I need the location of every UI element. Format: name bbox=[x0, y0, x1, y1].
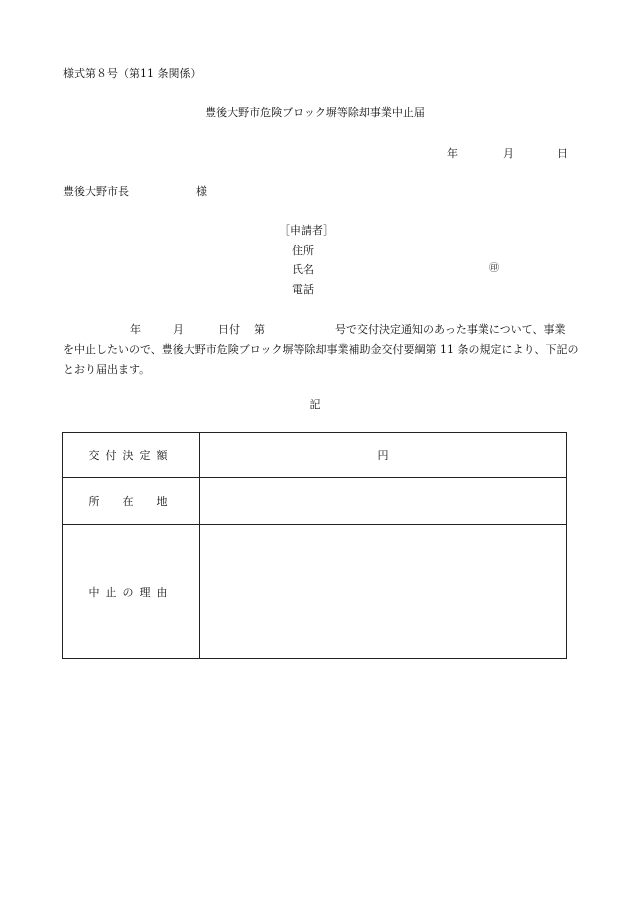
date-day-label: 日 bbox=[557, 147, 568, 160]
seal-mark: ㊞ bbox=[489, 263, 499, 274]
grant-amount-field[interactable]: 円 bbox=[200, 433, 567, 478]
applicant-heading: ［申請者］ bbox=[279, 224, 334, 237]
body-year: 年 bbox=[130, 323, 141, 336]
date-month-label: 月 bbox=[503, 147, 514, 160]
ki-heading: 記 bbox=[309, 398, 321, 411]
body-line-2: を中止したいので、豊後大野市危険ブロック塀等除却事業補助金交付要綱第 11 条の規定により、下記の bbox=[63, 343, 579, 356]
body-line1-tail: 号で交付決定通知のあった事業について、事業 bbox=[335, 323, 566, 336]
address-label: 住所 bbox=[292, 244, 314, 257]
details-table bbox=[62, 432, 567, 659]
location-field[interactable] bbox=[200, 478, 567, 525]
document-title: 豊後大野市危険ブロック塀等除却事業中止届 bbox=[205, 106, 425, 119]
table-row bbox=[63, 433, 567, 478]
date-year-label: 年 bbox=[447, 147, 458, 160]
form-number: 様式第８号（第11 条関係） bbox=[63, 67, 202, 80]
body-line-3: とおり届出ます。 bbox=[63, 363, 151, 376]
body-line-1 bbox=[63, 320, 568, 340]
location-label: 所 在 地 bbox=[63, 478, 200, 525]
body-month: 月 bbox=[173, 323, 184, 336]
reason-field[interactable] bbox=[200, 525, 567, 659]
phone-label: 電話 bbox=[292, 283, 314, 296]
notice-body bbox=[63, 320, 579, 380]
reason-label: 中止の理由 bbox=[63, 525, 200, 659]
table-row bbox=[63, 478, 567, 525]
body-number-prefix: 第 bbox=[254, 323, 265, 336]
addressee-name: 豊後大野市長 bbox=[63, 185, 129, 198]
name-label: 氏名 bbox=[292, 263, 314, 276]
grant-amount-label: 交付決定額 bbox=[63, 433, 200, 478]
table-row bbox=[63, 525, 567, 659]
addressee-honorific: 様 bbox=[196, 185, 207, 198]
body-date-suffix: 日付 bbox=[218, 323, 240, 336]
